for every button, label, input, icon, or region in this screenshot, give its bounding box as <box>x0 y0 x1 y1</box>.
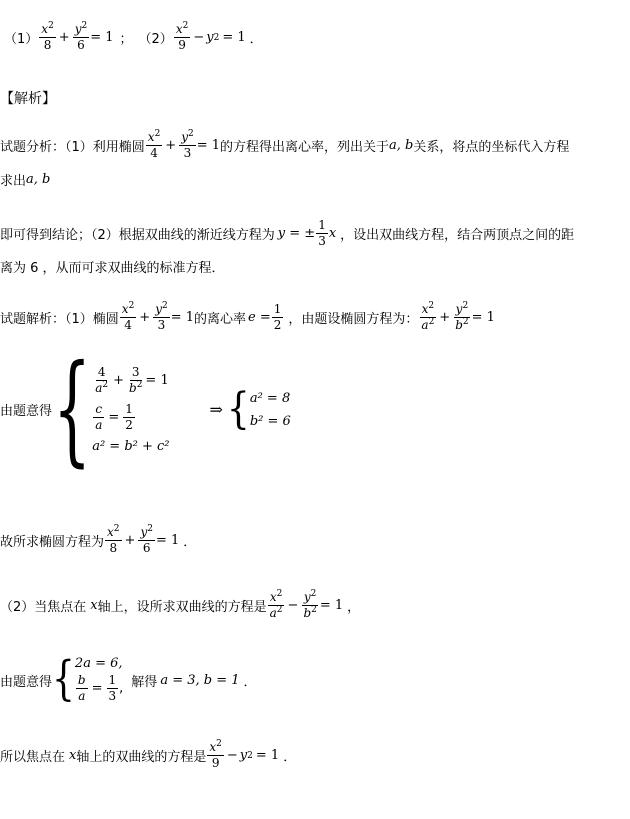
section-heading: 【解析】 <box>0 91 56 107</box>
left-brace: { <box>52 652 75 706</box>
left-brace: { <box>53 339 92 480</box>
analysis-line-2: 求出 a, b <box>0 172 51 189</box>
fraction: $\frac{x^2}{9}$ <box>175 21 189 52</box>
solution-system: 由题意得 { $\frac{4}{a^2}$ + $\frac{3}{b^2}$ = 1 $\frac{c}{a}$ = $\frac{1}{2}$ a² = b² + c² ⇒ { a² = 8 b² = 6 <box>0 339 291 480</box>
solution-line-1: 试题解析：（1）椭圆 $\frac{x^2}{4}$ + $\frac{y^2}{3}$ = 1 的离心率 e = $\frac{1}{2}$ ，由题设椭圆方程为： $\frac{x^2}{a^2}$ + $\frac{y^2}{b^2}$ = 1 <box>0 301 495 332</box>
analysis-line-3: 即可得到结论；（2）根据双曲线的渐近线方程为 y = ± $\frac{1}{3}$ x ，设出双曲线方程，结合两顶点之间的距 <box>0 218 575 248</box>
answer-line: （1） $\frac{x^2}{8}$ + $\frac{y^2}{6}$ = 1 ； （2） $\frac{x^2}{9}$ − y 2 = 1 ． <box>4 21 263 52</box>
implies-arrow: ⇒ <box>209 400 223 419</box>
left-brace: { <box>226 384 250 434</box>
part2-line-1: （2）当焦点在 x 轴上，设所求双曲线的方程是 $\frac{x^2}{a^2}$ − $\frac{y^2}{b^2}$ = 1 ， <box>0 589 361 620</box>
analysis-line-1: 试题分析：（1）利用椭圆 $\frac{x^2}{4}$ + $\frac{y^2}{3}$ = 1 的方程得出离心率，列出关于 a, b 关系，将点的坐标代入方程 <box>0 129 570 160</box>
solution-conclusion: 故所求椭圆方程为 $\frac{x^2}{8}$ + $\frac{y^2}{6}$ = 1 ． <box>0 524 197 555</box>
answer-part2-label: （2） <box>138 32 173 47</box>
analysis-line-4: 离为 6 ，从而可求双曲线的标准方程． <box>0 261 225 276</box>
part2-conclusion: 所以焦点在 x 轴上的双曲线的方程是 $\frac{x^2}{9}$ − y 2 = 1 ． <box>0 739 297 770</box>
fraction: $\frac{x^2}{8}$ <box>41 21 54 52</box>
answer-part1-label: （1） <box>4 32 39 47</box>
fraction: $\frac{y^2}{6}$ <box>74 21 88 52</box>
part2-system: 由题意得 { 2a = 6, $\frac{b}{a}$ = $\frac{1}{3}$ , 解得 a = 3, b = 1 ． <box>0 652 257 706</box>
